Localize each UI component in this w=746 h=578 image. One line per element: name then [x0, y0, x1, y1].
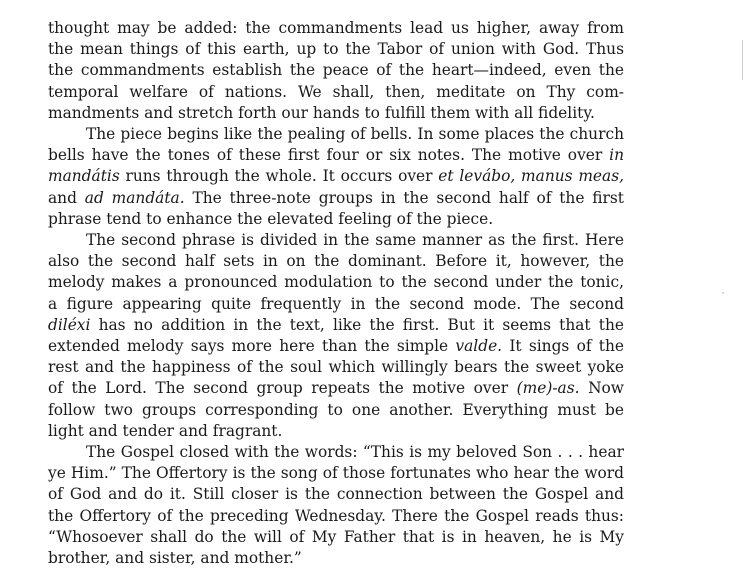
- text-line: [48, 400, 624, 421]
- paragraph: [48, 18, 624, 124]
- text-segment: also the second half sets in on the dominant. Before it, however, the: [48, 252, 624, 271]
- text-line: [48, 124, 624, 145]
- text-segment: runs through the whole. It occurs over: [119, 167, 439, 186]
- italic-latin-text: ad mandáta.: [84, 188, 185, 207]
- italic-latin-text: diléxi: [48, 315, 91, 334]
- text-line: [48, 336, 624, 357]
- text-line: [48, 209, 624, 230]
- text-segment: mandments and stretch forth our hands to fulfill them with all fidelity.: [48, 103, 595, 122]
- text-line: [48, 251, 624, 272]
- text-segment: The three-note groups in the second half of the first: [184, 188, 624, 207]
- italic-latin-text: et levábo, manus meas,: [438, 167, 624, 186]
- text-line: [48, 548, 624, 569]
- text-segment: and: [48, 188, 85, 207]
- text-line: [48, 82, 624, 103]
- text-segment: the Offertory of the preceding Wednesday. There the Gospel reads thus:: [48, 506, 624, 525]
- text-segment: rest and the happiness of the soul which willingly bears the sweet yoke: [48, 358, 624, 377]
- text-segment: light and tender and fragrant.: [48, 421, 283, 440]
- text-line: [48, 506, 624, 527]
- text-segment: brother, and sister, and mother.”: [48, 549, 302, 568]
- text-segment: follow two groups corresponding to one another. Everything must be: [48, 400, 624, 419]
- text-segment: “Whosoever shall do the will of My Father that is in heaven, he is My: [48, 527, 624, 546]
- text-segment: has no addition in the text, like the first. But it seems that the: [90, 315, 624, 334]
- italic-latin-text: mandátis: [48, 167, 120, 186]
- text-segment: It sings of the: [502, 337, 624, 356]
- text-segment: the mean things of this earth, up to the Tabor of union with God. Thus: [48, 40, 624, 59]
- text-segment: the commandments establish the peace of the heart—indeed, even the: [48, 61, 624, 80]
- text-line: [48, 294, 624, 315]
- text-line: [48, 166, 624, 187]
- paragraph: [48, 230, 624, 442]
- text-segment: The piece begins like the pealing of bells. In some places the church: [86, 125, 624, 144]
- text-segment: bells have the tones of these first four or six notes. The motive over: [48, 146, 610, 165]
- text-segment: phrase tend to enhance the elevated feeling of the piece.: [48, 209, 494, 228]
- text-line: [48, 39, 624, 60]
- text-line: [48, 272, 624, 293]
- text-line: [48, 527, 624, 548]
- text-line: [48, 378, 624, 399]
- text-segment: The second phrase is divided in the same manner as the first. Here: [86, 231, 624, 250]
- text-line: [48, 18, 624, 39]
- text-segment: ye Him.” The Offertory is the song of those fortunates who hear the word: [48, 464, 624, 483]
- text-line: [48, 463, 624, 484]
- text-line: [48, 230, 624, 251]
- text-line: [48, 188, 624, 209]
- text-line: [48, 315, 624, 336]
- text-segment: thought may be added: the commandments lead us higher, away from: [48, 19, 624, 37]
- text-segment: extended melody says more here than the simple: [48, 337, 456, 356]
- paragraph: [48, 124, 624, 230]
- text-segment: temporal welfare of nations. We shall, then, meditate on Thy com-: [48, 82, 624, 101]
- page-edge-shadow: [742, 40, 746, 80]
- italic-latin-text: valde.: [455, 337, 503, 356]
- text-line: [48, 60, 624, 81]
- text-line: [48, 145, 624, 166]
- text-line: [48, 442, 624, 463]
- text-segment: Now: [579, 379, 624, 398]
- paragraph: [48, 442, 624, 569]
- scan-speck: [722, 292, 724, 294]
- text-segment: a figure appearing quite frequently in the second mode. The second: [48, 294, 624, 313]
- text-line: [48, 357, 624, 378]
- italic-latin-text: in: [609, 146, 624, 165]
- text-line: [48, 103, 624, 124]
- text-line: [48, 421, 624, 442]
- text-segment: of God and do it. Still closer is the connection between the Gospel and: [48, 485, 624, 504]
- italic-latin-text: (me)-as.: [516, 379, 580, 398]
- text-line: [48, 484, 624, 505]
- text-segment: The Gospel closed with the words: “This is my beloved Son . . . hear: [86, 443, 624, 462]
- document-page: [48, 18, 624, 569]
- text-segment: of the Lord. The second group repeats the motive over: [48, 379, 517, 398]
- text-segment: melody makes a pronounced modulation to the second under the tonic,: [48, 273, 624, 292]
